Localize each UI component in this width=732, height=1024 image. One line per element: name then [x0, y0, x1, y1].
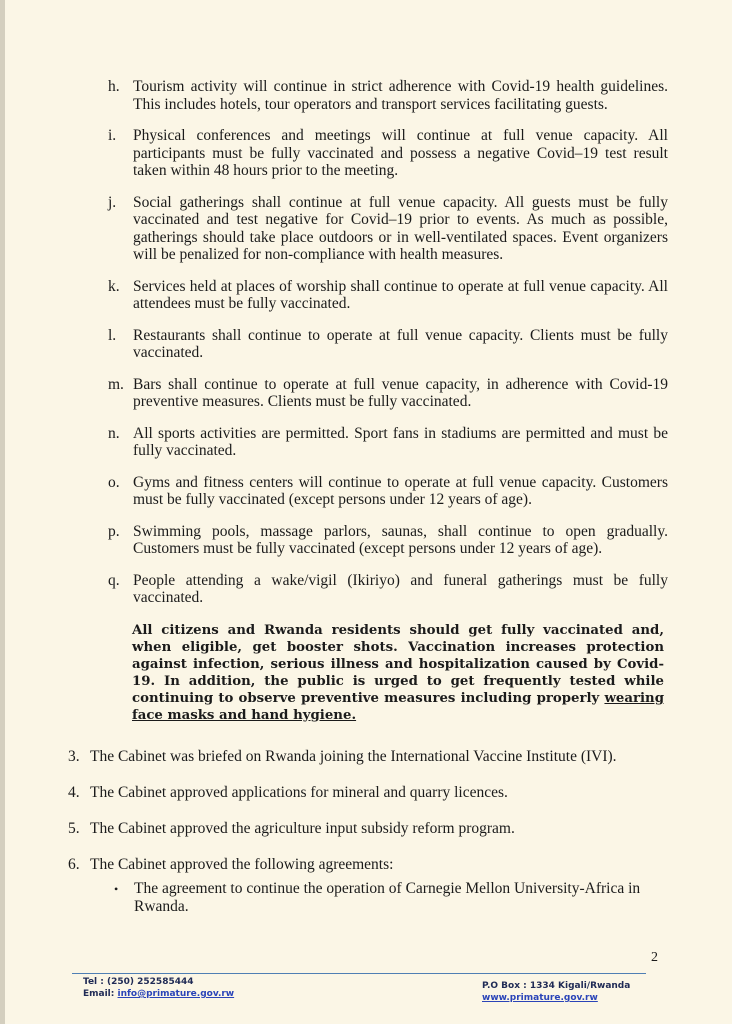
- decision-text: The Cabinet approved the following agreements:: [90, 856, 394, 873]
- item-marker: o.: [108, 473, 120, 491]
- list-item: [108, 572, 668, 607]
- item-text: Services held at places of worship shall continue to operate at full venue capacity. All attendees must be fully vaccinated.: [133, 277, 668, 312]
- decision-number: 6.: [68, 856, 80, 873]
- decision-text: The Cabinet was briefed on Rwanda joining the International Vaccine Institute (IVI).: [90, 748, 617, 765]
- footer-email-row: [83, 988, 234, 1000]
- page-edge: [0, 0, 5, 1024]
- footer-email-label: Email:: [83, 989, 118, 999]
- item-marker: m.: [108, 375, 124, 393]
- item-text: Gyms and fitness centers will continue to operate at full venue capacity. Customers must be fully vaccinated (except persons under 12 years of age).: [133, 473, 668, 508]
- item-text: Physical conferences and meetings will continue at full venue capacity. All participants must be fully vaccinated and possess a negative Covid–19 test result taken within 48 hours prior to the meeting.: [133, 127, 668, 179]
- item-marker: p.: [108, 522, 120, 540]
- bullet-dot-icon: •: [114, 882, 119, 896]
- list-item: [108, 425, 668, 460]
- list-item: [108, 127, 668, 180]
- footer-divider: [72, 973, 646, 974]
- page-number: 2: [651, 950, 658, 965]
- item-marker: h.: [108, 78, 120, 95]
- item-marker: i.: [108, 127, 117, 144]
- item-text: Swimming pools, massage parlors, saunas, shall continue to open gradually. Customers must be fully vaccinated (except persons under 12 years of age).: [133, 522, 668, 557]
- decision-item: [68, 784, 508, 802]
- vaccination-callout: [132, 622, 664, 724]
- item-marker: l.: [108, 326, 117, 344]
- decision-item: [68, 820, 515, 838]
- list-item: [108, 523, 668, 558]
- list-item: [108, 78, 668, 113]
- list-item: [108, 327, 668, 362]
- item-text: Tourism activity will continue in strict adherence with Covid-19 health guidelines. This includes hotels, tour operators and transport services facilitating guests.: [133, 78, 668, 113]
- item-text: All sports activities are permitted. Sport fans in stadiums are permitted and must be fully vaccinated.: [133, 424, 668, 459]
- decision-number: 5.: [68, 820, 80, 837]
- item-marker: j.: [108, 193, 117, 211]
- list-item: [108, 474, 668, 509]
- list-item: [108, 278, 668, 313]
- list-item: [108, 376, 668, 411]
- decision-item: [68, 748, 617, 766]
- decision-number: 3.: [68, 748, 80, 765]
- footer-address: [482, 980, 630, 1004]
- measures-list: [108, 78, 668, 621]
- footer-tel: Tel : (250) 252585444: [83, 977, 194, 987]
- item-marker: k.: [108, 277, 120, 295]
- decision-text: The Cabinet approved the agriculture input subsidy reform program.: [90, 820, 515, 837]
- bullet-text: The agreement to continue the operation of Carnegie Mellon University-Africa in Rwanda.: [134, 880, 641, 915]
- website-link[interactable]: www.primature.gov.rw: [482, 993, 598, 1003]
- callout-underlined-text: wearing face masks and hand hygiene.: [132, 691, 664, 723]
- footer-po-box: P.O Box : 1334 Kigali/Rwanda: [482, 981, 631, 991]
- callout-text: All citizens and Rwanda residents should get fully vaccinated and, when eligible, get booster shots. Vaccination increases protection against infection, serious illness and hospitalization caused by Covid-19. In addition, the public is urged to get frequently tested while continuing to observe preventive measures including properly: [132, 623, 664, 706]
- item-text: People attending a wake/vigil (Ikiriyo) and funeral gatherings must be fully vaccinated.: [133, 571, 668, 606]
- item-text: Bars shall continue to operate at full venue capacity, in adherence with Covid-19 preventive measures. Clients must be fully vaccinated.: [133, 375, 668, 410]
- agreement-bullet: [114, 880, 674, 916]
- footer-contact: [83, 976, 234, 1000]
- list-item: [108, 194, 668, 264]
- decision-number: 4.: [68, 784, 80, 801]
- decision-text: The Cabinet approved applications for mineral and quarry licences.: [90, 784, 508, 801]
- item-marker: q.: [108, 571, 120, 589]
- decision-item: [68, 856, 393, 874]
- item-marker: n.: [108, 424, 120, 442]
- item-text: Social gatherings shall continue at full venue capacity. All guests must be fully vaccinated and test negative for Covid–19 prior to events. As much as possible, gatherings should take place outdoors or in well-ventilated spaces. Event organizers will be penalized for non-compliance with health measures.: [133, 193, 668, 263]
- email-link[interactable]: info@primature.gov.rw: [117, 989, 235, 999]
- item-text: Restaurants shall continue to operate at full venue capacity. Clients must be fully vaccinated.: [133, 326, 668, 361]
